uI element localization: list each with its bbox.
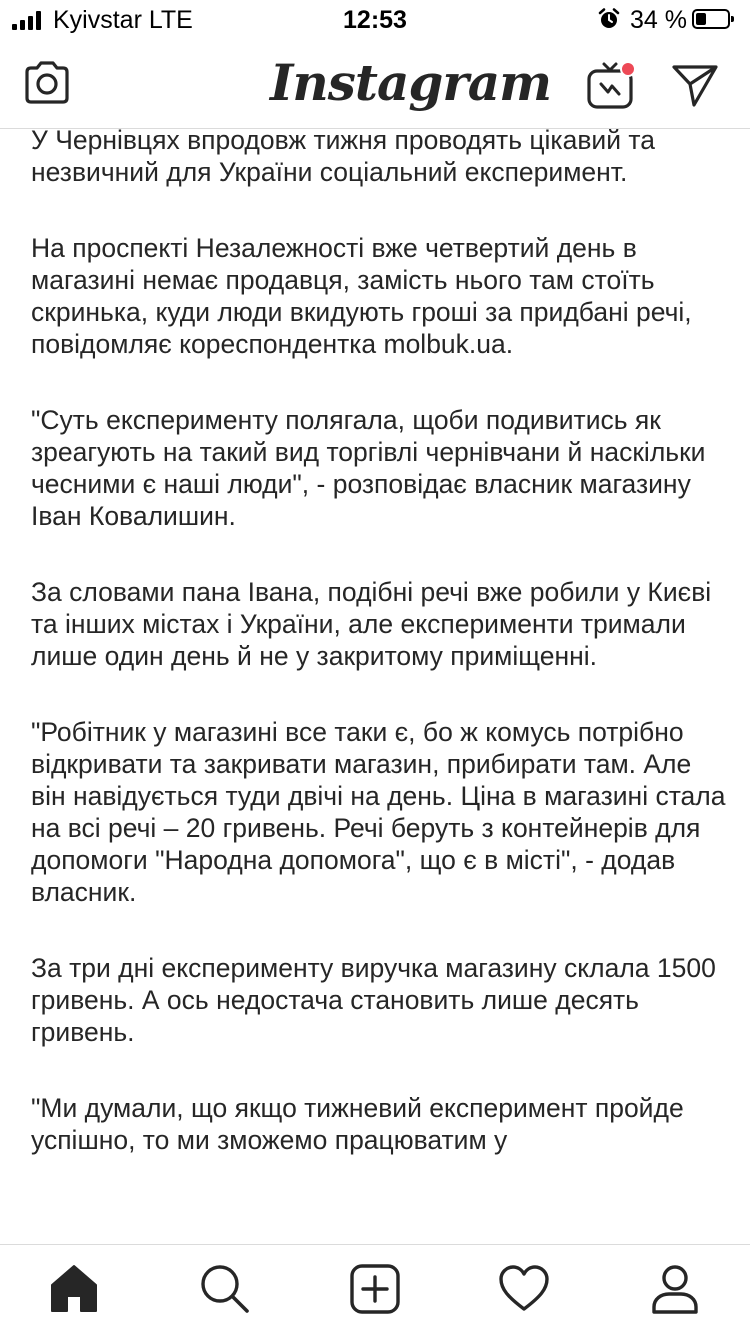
carrier-label: Kyivstar LTE bbox=[53, 6, 193, 34]
status-time: 12:53 bbox=[343, 6, 407, 34]
status-bar bbox=[0, 0, 750, 40]
direct-message-icon[interactable] bbox=[670, 62, 720, 108]
paragraph: За три дні експерименту виручка магазину склала 1500 гривень. А ось недостача становить лише десять гривень. bbox=[31, 953, 716, 1047]
post-caption-area[interactable] bbox=[0, 128, 750, 1244]
home-icon[interactable] bbox=[48, 1263, 100, 1315]
search-icon[interactable] bbox=[199, 1263, 251, 1315]
profile-icon[interactable] bbox=[649, 1263, 701, 1315]
heart-icon[interactable] bbox=[498, 1263, 550, 1315]
camera-icon[interactable] bbox=[22, 60, 72, 106]
bottom-tab-bar bbox=[0, 1244, 750, 1334]
instagram-logo: Instagram bbox=[270, 53, 551, 112]
battery-percent: 34 % bbox=[630, 6, 687, 34]
add-post-icon[interactable] bbox=[349, 1263, 401, 1315]
igtv-icon[interactable] bbox=[586, 60, 638, 110]
paragraph: За словами пана Івана, подібні речі вже робили у Києві та інших містах і України, але експерименти тримали лише один день й не у закритому приміщенні. bbox=[31, 577, 712, 671]
app-header bbox=[0, 40, 750, 129]
paragraph: На проспекті Незалежності вже четвертий день в магазині немає продавця, замість нього там стоїть скринька, куди люди вкидують гроші за придбані речі, повідомляє кореспондентка molbuk.ua. bbox=[31, 233, 692, 359]
paragraph: "Ми думали, що якщо тижневий експеримент пройде успішно, то ми зможемо працюватим у bbox=[31, 1093, 684, 1155]
paragraph: "Робітник у магазині все таки є, бо ж комусь потрібно відкривати та закривати магазин, прибирати там. Але він навідується туди двічі на день. Ціна в магазині стала на всі речі – 20 гривень. Речі беруть з контейнерів для допомоги "Народна допомога", що є в місті", - додав власник. bbox=[31, 717, 726, 907]
article-text bbox=[31, 128, 731, 1200]
paragraph: У Чернівцях впродовж тижня проводять цікавий та незвичний для України соціальний експеримент. bbox=[31, 128, 655, 187]
paragraph: "Суть експерименту полягала, щоби подивитись як зреагують на такий вид торгівлі чернівчани й наскільки чесними є наші люди", - розповідає власник магазину Іван Ковалишин. bbox=[31, 405, 706, 531]
battery-icon bbox=[692, 9, 730, 29]
alarm-clock-icon bbox=[598, 8, 620, 30]
